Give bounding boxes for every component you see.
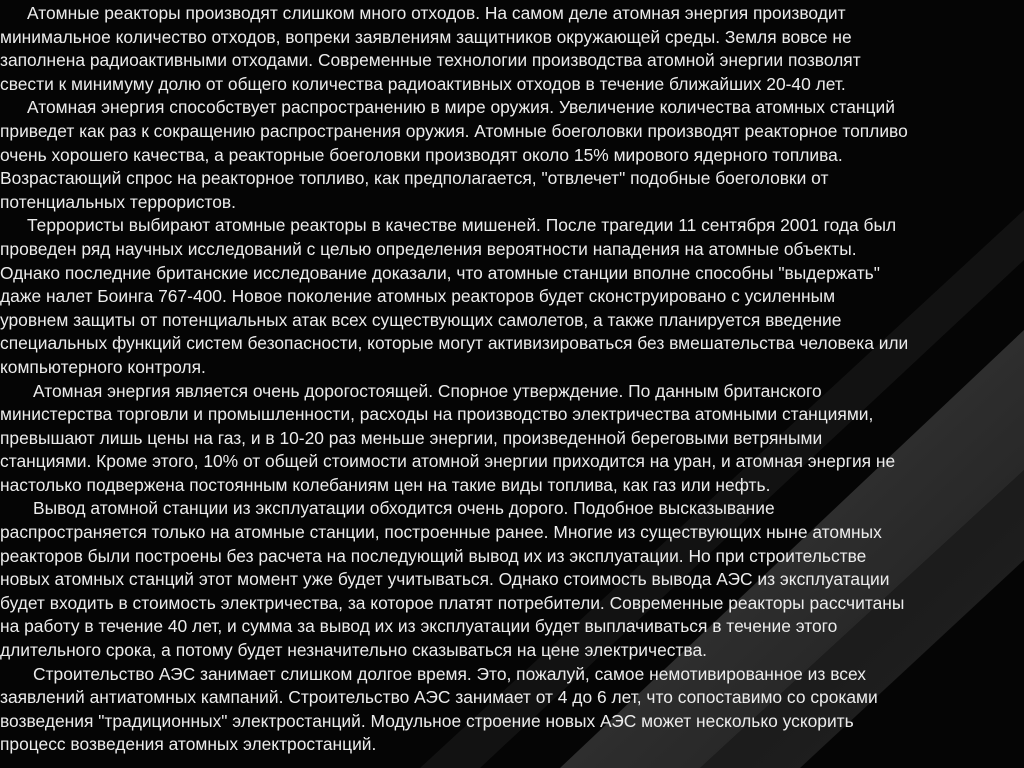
paragraph-construction-time (0, 663, 1024, 757)
text-line: Атомные реакторы производят слишком много отходов. На самом деле атомная энергия производит (27, 3, 846, 23)
text-line: на работу в течение 40 лет, и сумма за вывод их из эксплуатации будет выплачиваться в течение этого (0, 616, 838, 637)
text-line: длительного срока, а потому будет незначительно сказываться на цене электричества. (0, 640, 707, 661)
text-line: распространяется только на атомные станции, построенные ранее. Многие из существующих ныне атомных (0, 522, 882, 543)
slide-text (0, 2, 1024, 768)
text-line: потенциальных террористов. (0, 191, 236, 212)
paragraph-waste (0, 2, 1024, 96)
text-line: даже налет Боинга 767-400. Новое поколение атомных реакторов будет сконструировано с усиленным (0, 286, 836, 307)
text-line: новых атомных станций этот момент уже будет учитываться. Однако стоимость вывода АЭС из эксплуатации (0, 569, 890, 590)
text-line: очень хорошего качества, а реакторные боеголовки производят около 15% мирового ядерного топлива. (0, 144, 843, 165)
text-line: уровнем защиты от потенциальных атак всех существующих самолетов, а также планируется введение (0, 309, 842, 330)
text-line: проведен ряд научных исследований с целью определения вероятности нападения на атомные объекты. (0, 238, 857, 259)
text-line: компьютерного контроля. (0, 356, 206, 377)
text-line: заявлений антиатомных кампаний. Строительство АЭС занимает от 4 до 6 лет, что сопоставимо со сроками (0, 687, 878, 708)
text-line: свести к минимуму долю от общего количества радиоактивных отходов в течение ближайших 20-40 лет. (0, 73, 846, 94)
text-line: возведения "традиционных" электростанций. Модульное строение новых АЭС может несколько ускорить (0, 710, 854, 731)
text-line: приведет как раз к сокращению распространения оружия. Атомные боеголовки производят реакторное топливо (0, 120, 908, 141)
text-line: Атомная энергия способствует распространению в мире оружия. Увеличение количества атомных станций (27, 97, 895, 118)
text-line: Террористы выбирают атомные реакторы в качестве мишеней. После трагедии 11 сентября 2001 года был (27, 215, 897, 236)
text-line: превышают лишь цены на газ, и в 10-20 раз меньше энергии, произведенной береговыми ветряными (0, 427, 823, 448)
text-line: станциями. Кроме этого, 10% от общей стоимости атомной энергии приходится на уран, и атомная энергия не (0, 451, 896, 472)
text-line: минимальное количество отходов, вопреки заявлениям защитников окружающей среды. Земля вовсе не (0, 26, 852, 47)
text-line: Вывод атомной станции из эксплуатации обходится очень дорого. Подобное высказывание (33, 498, 775, 519)
text-line: Однако последние британские исследование доказали, что атомные станции вполне способны "выдержать" (0, 262, 880, 283)
text-line: заполнена радиоактивными отходами. Современные технологии производства атомной энергии позволят (0, 50, 861, 71)
text-line: министерства торговли и промышленности, расходы на производство электричества атомными станциями, (0, 404, 874, 425)
paragraph-cost (0, 380, 1024, 498)
paragraph-weapons (0, 96, 1024, 214)
text-line: реакторов были построены без расчета на последующий вывод их из эксплуатации. Но при строительстве (0, 545, 867, 566)
text-line: настолько подвержена постоянным колебаниям цен на такие виды топлива, как газ или нефть. (0, 474, 771, 495)
paragraph-decommissioning (0, 497, 1024, 662)
text-line: процесс возведения атомных электростанций. (0, 734, 377, 755)
text-line: Атомная энергия является очень дорогостоящей. Спорное утверждение. По данным британского (33, 380, 822, 401)
text-line: Строительство АЭС занимает слишком долгое время. Это, пожалуй, самое немотивированное из всех (33, 663, 866, 684)
text-line: будет входить в стоимость электричества, за которое платят потребители. Современные реакторы рассчитаны (0, 592, 905, 613)
text-line: специальных функций систем безопасности, которые могут активизироваться без вмешательства человека или (0, 333, 909, 354)
text-line: Возрастающий спрос на реакторное топливо, как предполагается, "отвлечет" подобные боеголовки от (0, 168, 829, 189)
paragraph-terrorism (0, 214, 1024, 379)
